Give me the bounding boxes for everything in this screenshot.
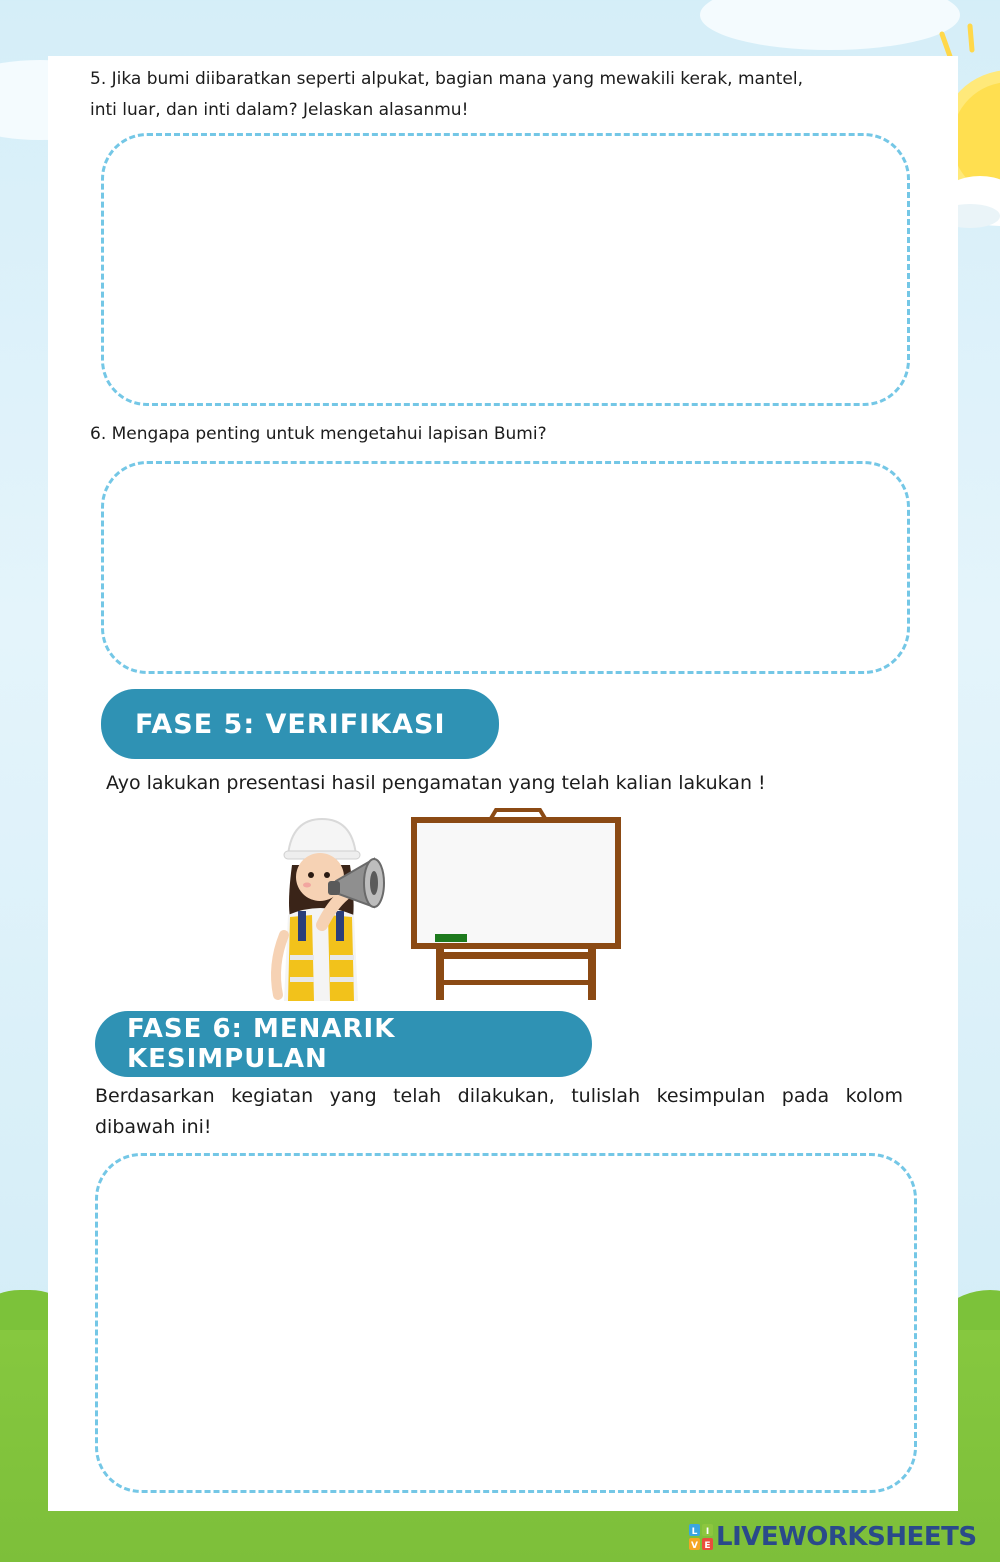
worker-with-megaphone-icon — [262, 815, 392, 1005]
phase-5-instruction: Ayo lakukan presentasi hasil pengamatan yang telah kalian lakukan ! — [106, 772, 766, 794]
question-5-line-1: 5. Jika bumi diibaratkan seperti alpukat, bagian mana yang mewakili kerak, mantel, — [90, 69, 803, 89]
question-6: 6. Mengapa penting untuk mengetahui lapisan Bumi? — [90, 424, 547, 444]
phase-6-instruction-line-2: dibawah ini! — [95, 1116, 212, 1138]
liveworksheets-logo-icon — [688, 1523, 714, 1551]
phase-6-title: FASE 6: MENARIK KESIMPULAN — [127, 1014, 396, 1074]
logo-letter-v: V — [691, 1541, 698, 1551]
phase-5-header — [101, 689, 499, 759]
question-5 — [90, 64, 910, 126]
answer-box-conclusion[interactable] — [95, 1153, 917, 1493]
logo-letter-l: L — [691, 1527, 698, 1537]
answer-box-question-5[interactable] — [101, 133, 910, 406]
logo-letter-i: I — [705, 1527, 710, 1537]
liveworksheets-logo — [688, 1522, 977, 1552]
question-5-line-2: inti luar, dan inti dalam? Jelaskan alasanmu! — [90, 100, 469, 120]
phase-5-title: FASE 5: VERIFIKASI — [135, 708, 446, 740]
phase-6-instruction — [95, 1081, 903, 1143]
phase-6-header — [95, 1011, 592, 1077]
answer-box-question-6[interactable] — [101, 461, 910, 674]
logo-letter-e: E — [704, 1541, 711, 1551]
liveworksheets-logo-text: LIVEWORKSHEETS — [716, 1522, 977, 1552]
phase-6-instruction-line-1: Berdasarkan kegiatan yang telah dilakukan, tulislah kesimpulan pada kolom — [95, 1085, 903, 1107]
whiteboard-icon — [408, 808, 624, 1004]
